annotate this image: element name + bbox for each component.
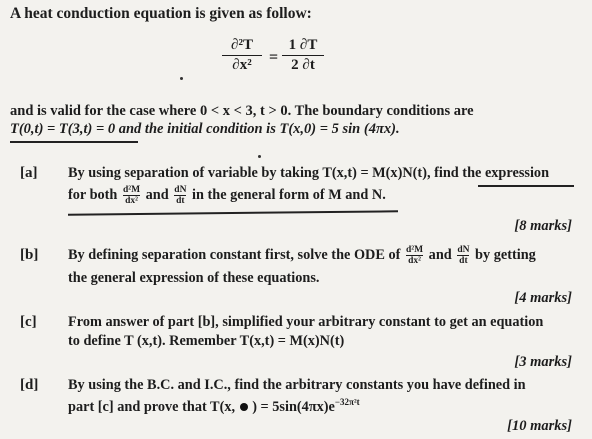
question-c-marks: [3 marks] <box>514 354 572 370</box>
question-a-frac-1-den: dx² <box>125 196 138 206</box>
question-b-line-1 <box>68 245 536 266</box>
question-b-frac-1 <box>406 245 423 266</box>
validity-line-1: and is valid for the case where 0 < x < 3, t > 0. The boundary conditions are <box>10 103 474 119</box>
question-c-line-2: to define T (x,t). Remember T(x,t) = M(x)N(t) <box>68 333 345 349</box>
rhs-denominator: 2 ∂t <box>291 57 315 73</box>
lhs-fraction <box>222 37 262 74</box>
question-a-frac-2-den: dt <box>176 196 185 206</box>
question-b-frac-2-den: dt <box>459 256 468 266</box>
ink-blot <box>240 403 248 411</box>
question-b-label: [b] <box>20 247 39 263</box>
question-a-marks: [8 marks] <box>514 218 572 234</box>
rhs-fraction <box>282 37 324 74</box>
handwritten-underline-a <box>68 210 398 215</box>
question-c-label: [c] <box>20 314 37 330</box>
question-d-post: ) = 5sin(4πx)e <box>252 398 335 415</box>
lhs-numerator: ∂²T <box>222 37 262 56</box>
question-a-frac-1 <box>123 185 140 206</box>
heat-equation <box>222 37 342 87</box>
question-b-frac-1-num: d²M <box>405 245 424 255</box>
question-a-line-1: By using separation of variable by taking T(x,t) = M(x)N(t), find the expression <box>68 165 550 181</box>
stray-dot <box>180 77 183 80</box>
question-a-frac-2 <box>174 185 186 206</box>
question-a-frac-1-num: d²M <box>122 185 141 195</box>
rhs-numerator: 1 ∂T <box>282 37 324 56</box>
question-c-line-1: From answer of part [b], simplified your arbitrary constant to get an equation <box>68 314 544 330</box>
lhs-denominator: ∂x² <box>232 57 252 73</box>
question-d-line-1: By using the B.C. and I.C., find the arbitrary constants you have defined in <box>68 377 526 393</box>
handwritten-underline-bc <box>10 141 138 143</box>
stray-dot-2 <box>258 155 261 158</box>
question-b-marks: [4 marks] <box>514 290 572 306</box>
question-a-pre: for both <box>68 186 118 203</box>
question-a-mid: and <box>145 186 169 203</box>
question-b-mid: and <box>428 246 452 263</box>
question-b-frac-2 <box>457 245 469 266</box>
question-a-label: [a] <box>20 165 38 181</box>
equals-sign: = <box>269 49 279 66</box>
validity-line-2: T(0,t) = T(3,t) = 0 and the initial condition is T(x,0) = 5 sin (4πx). <box>10 121 400 137</box>
question-a-frac-2-num: dN <box>174 185 187 195</box>
question-d-label: [d] <box>20 377 39 393</box>
question-b-pre: By defining separation constant first, solve the ODE of <box>68 246 401 263</box>
handwritten-underline-expression <box>478 185 574 187</box>
question-b-frac-2-num: dN <box>457 245 470 255</box>
intro-text: A heat conduction equation is given as follow: <box>10 5 312 22</box>
question-d-marks: [10 marks] <box>507 418 572 434</box>
question-d-pre: part [c] and prove that T(x, <box>68 398 236 415</box>
question-b-frac-1-den: dx² <box>408 256 421 266</box>
question-b-post: by getting <box>475 246 536 263</box>
question-d-exponent: −32π²t <box>334 397 360 407</box>
question-a-line-2 <box>68 185 386 206</box>
question-b-line-2: the general expression of these equations. <box>68 270 320 286</box>
question-a-post: in the general form of M and N. <box>192 186 386 203</box>
question-d-line-2 <box>68 397 360 416</box>
